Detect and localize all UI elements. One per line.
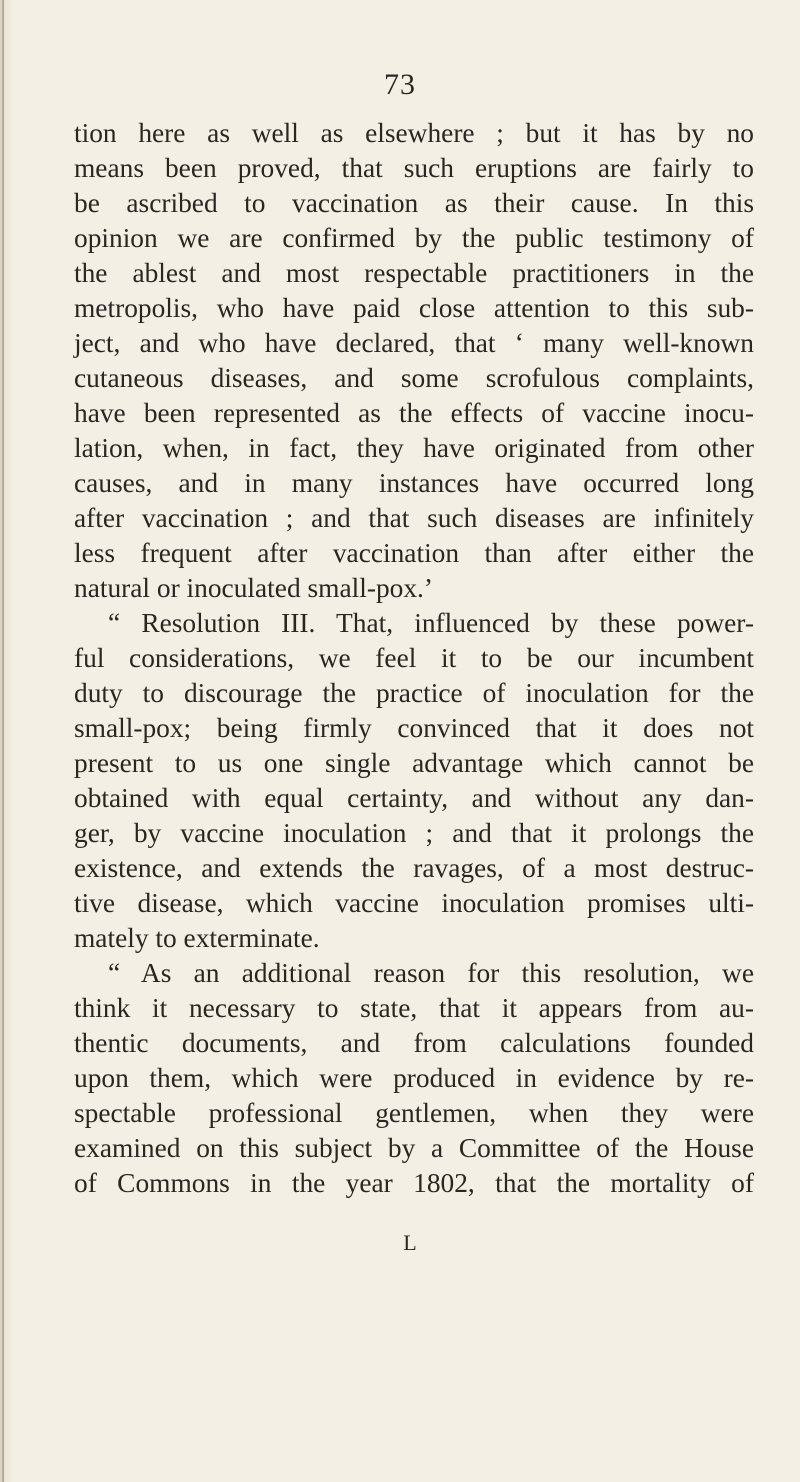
text-line: opinion we are confirmed by the public testimony of <box>74 223 754 253</box>
text-line: causes, and in many instances have occurred long <box>74 468 754 498</box>
binding-gutter <box>2 0 4 1482</box>
text-line: natural or inoculated small-pox.’ <box>74 573 434 603</box>
text-line: thentic documents, and from calculations founded <box>74 1028 754 1058</box>
text-line: after vaccination ; and that such diseases are infinitely <box>74 503 754 533</box>
text-line: have been represented as the effects of vaccine inocu- <box>74 398 754 428</box>
text-line: small-pox; being firmly convinced that it does not <box>74 713 754 743</box>
text-line: “ As an additional reason for this resolution, we <box>108 958 754 988</box>
text-line: of Commons in the year 1802, that the mortality of <box>74 1168 754 1198</box>
text-line: metropolis, who have paid close attention to this sub- <box>74 293 754 323</box>
text-line: be ascribed to vaccination as their cause. In this <box>74 188 754 218</box>
text-line: existence, and extends the ravages, of a most destruc- <box>74 853 754 883</box>
text-line: ject, and who have declared, that ‘ many well-known <box>74 328 754 358</box>
text-line: “ Resolution III. That, influenced by these power- <box>108 608 754 638</box>
text-line: obtained with equal certainty, and without any dan- <box>74 783 754 813</box>
signature-letter: L <box>403 1230 417 1255</box>
text-line: spectable professional gentlemen, when they were <box>74 1098 754 1128</box>
text-line: mately to exterminate. <box>74 923 320 953</box>
text-line: ful considerations, we feel it to be our incumbent <box>74 643 754 673</box>
text-line: think it necessary to state, that it appears from au- <box>74 993 754 1023</box>
signature-mark <box>0 1230 800 1256</box>
text-line: lation, when, in fact, they have originated from other <box>74 433 754 463</box>
text-line: less frequent after vaccination than after either the <box>74 538 754 568</box>
text-line: ger, by vaccine inoculation ; and that it prolongs the <box>74 818 754 848</box>
text-line: present to us one single advantage which cannot be <box>74 748 754 778</box>
text-line: duty to discourage the practice of inoculation for the <box>74 678 754 708</box>
text-line: upon them, which were produced in evidence by re- <box>74 1063 754 1093</box>
text-line: cutaneous diseases, and some scrofulous complaints, <box>74 363 754 393</box>
text-line: tion here as well as elsewhere ; but it has by no <box>74 118 754 148</box>
text-line: the ablest and most respectable practitioners in the <box>74 258 754 288</box>
text-line: examined on this subject by a Committee of the House <box>74 1133 754 1163</box>
text-line: tive disease, which vaccine inoculation promises ulti- <box>74 888 754 918</box>
text-line: means been proved, that such eruptions are fairly to <box>74 153 754 183</box>
page-number: 73 <box>384 68 416 101</box>
